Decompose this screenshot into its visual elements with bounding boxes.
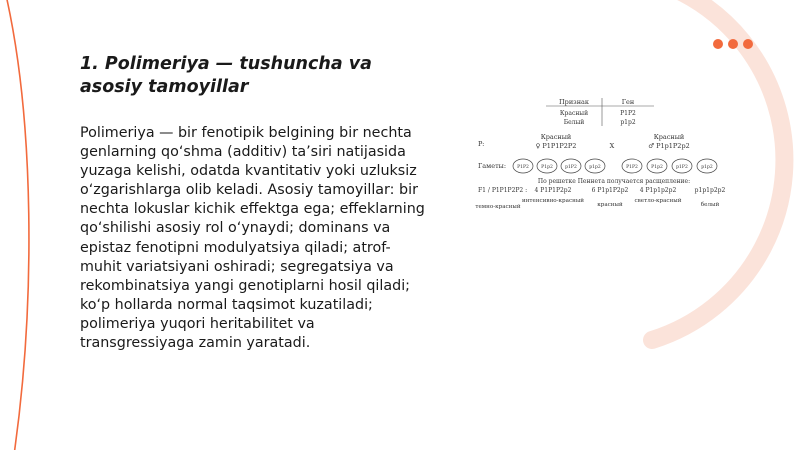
dot-icon (743, 39, 753, 49)
offspring-phenotype: красный (597, 202, 623, 208)
offspring-phenotype: белый (700, 202, 720, 208)
table-header-gene: Ген (621, 98, 635, 106)
offspring-genotype: 6 P1p1P2p2 (591, 187, 629, 194)
slide-body-text: Polimeriya — bir fenotipik belgining bir nechta genlarning qo‘shma (additiv) ta’siri natijasida yuzaga kelishi, odatda kvantitativ yoki uzluksiz o‘zgarishlarga olib keladi. Asosiy tamoyillar: bir nechta lokuslar kichik effektga ega; effeklarning qo‘shilishi asosiy rol o‘ynaydi; dominans va epistaz fenotipni modulyatsiya qiladi; atrof-muhit variatsiyani oshiradi; segregatsiya va rekombinatsiya yangi genotiplarni hosil qiladi; ko‘p hollarda normal taqsimot kuzatiladi; polimeriya yuqori heritabilitet va transgressiyaga zamin yaratadi. (80, 125, 425, 352)
gamete-label: p1P2 (565, 165, 577, 170)
gametes-right-group (622, 159, 717, 173)
gamete-label: P1P2 (626, 165, 638, 170)
slide-title: 1. Polimeriya — tushuncha va asosiy tamoyillar (80, 54, 372, 97)
decorative-dots (713, 39, 753, 49)
offspring-phenotype: интенсивно-красный (521, 198, 585, 204)
gamete-label: P1p2 (651, 165, 663, 170)
parent-right-genotype: ♂ P1p1P2p2 (648, 142, 690, 150)
parent-left-genotype: ♀ P1P1P2P2 (535, 142, 577, 150)
table-header-trait: Признак (559, 98, 589, 106)
cross-symbol: X (609, 142, 615, 150)
gamete-label: p1p2 (589, 165, 601, 170)
gamete-label: p1P2 (676, 165, 688, 170)
offspring-phenotype: светло-красный (634, 198, 682, 204)
gamete-label: P1P2 (517, 165, 529, 170)
table-cell-trait-2: Белый (563, 119, 585, 126)
gamete-label: P1p2 (541, 165, 553, 170)
offspring-genotype: p1p1p2p2 (694, 187, 726, 194)
gamete-label: p1p2 (701, 165, 713, 170)
f1-label: F1 / P1P1P2P2 : (478, 187, 528, 194)
polymery-cross-diagram (474, 96, 736, 218)
parents-label: P: (478, 140, 485, 148)
dot-icon (728, 39, 738, 49)
gametes-label: Гаметы: (478, 162, 507, 170)
offspring-genotype: 4 P1p1p2p2 (639, 187, 677, 194)
table-cell-trait-1: Красный (559, 110, 589, 117)
punnett-note: По решетке Пеннета получается расщепление: (537, 178, 691, 185)
offspring-genotype: 4 P1P1P2p2 (534, 187, 572, 194)
gametes-left-group (513, 159, 605, 173)
table-cell-gene-2: p1p2 (620, 119, 636, 126)
table-cell-gene-1: P1P2 (620, 110, 636, 117)
parent-left-phenotype: Красный (540, 133, 572, 141)
offspring-phenotype: темно-красный (475, 204, 521, 210)
parent-right-phenotype: Красный (653, 133, 685, 141)
dot-icon (713, 39, 723, 49)
